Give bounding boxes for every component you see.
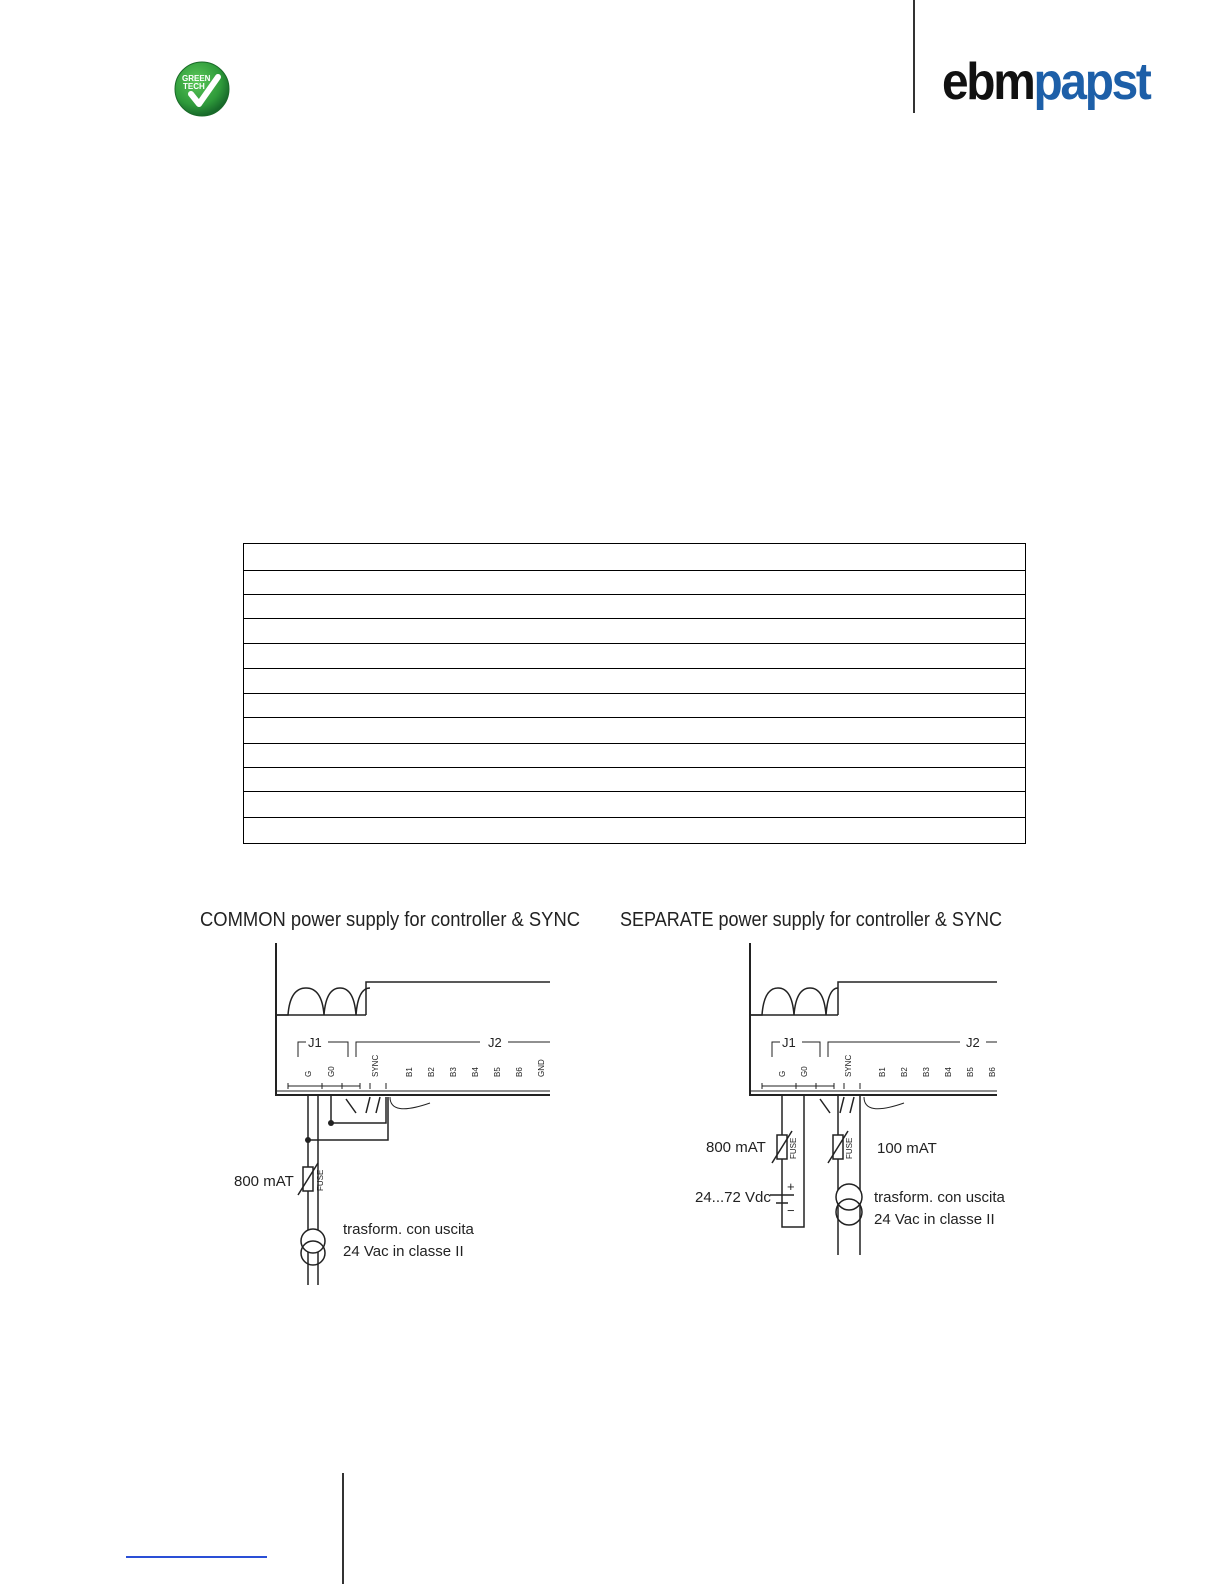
fuse-label: FUSE [845, 1137, 854, 1159]
spec-table [243, 543, 1026, 844]
table-row [244, 718, 1026, 744]
fuse-rating: 800 mAT [234, 1173, 294, 1190]
terminal-label: SYNC [844, 1054, 853, 1077]
brand-part1: ebm [942, 53, 1034, 111]
terminal-label: G [778, 1070, 787, 1077]
terminal-label: B2 [427, 1067, 436, 1077]
brand-part2: papst [1033, 53, 1150, 111]
fuse-label: FUSE [316, 1169, 325, 1191]
table-cell [244, 792, 1026, 818]
terminal-label: B1 [405, 1067, 414, 1077]
terminal-label: B3 [449, 1067, 458, 1077]
diagram-separate-title: SEPARATE power supply for controller & SYNC [620, 909, 1002, 931]
transformer-line2: 24 Vac in classe II [343, 1243, 464, 1260]
footer-divider [342, 1473, 344, 1584]
table-cell [244, 644, 1026, 669]
dc-plus: + [787, 1179, 795, 1194]
table-cell [244, 619, 1026, 644]
wiring-diagrams [190, 895, 1020, 1295]
terminal-label: B6 [515, 1067, 524, 1077]
terminal-label: G0 [800, 1066, 809, 1077]
fuse-label: FUSE [789, 1137, 798, 1159]
table-cell [244, 571, 1026, 595]
j1-label: J1 [308, 1035, 322, 1050]
j2-label: J2 [966, 1035, 980, 1050]
green-tech-badge [174, 61, 230, 117]
j1-label: J1 [782, 1035, 796, 1050]
fuse1-rating: 800 mAT [706, 1139, 766, 1156]
terminal-label: GND [537, 1059, 546, 1077]
badge-line2: TECH [183, 82, 205, 91]
terminal-label: B4 [944, 1067, 953, 1077]
table-row [244, 571, 1026, 595]
header-divider [913, 0, 915, 113]
table-row [244, 818, 1026, 844]
table-row [244, 644, 1026, 669]
terminal-label: B1 [878, 1067, 887, 1077]
table-cell [244, 744, 1026, 768]
table-row [244, 768, 1026, 792]
table-cell [244, 768, 1026, 792]
terminal-label: B2 [900, 1067, 909, 1077]
table-cell [244, 669, 1026, 694]
table-row [244, 744, 1026, 768]
table-cell [244, 595, 1026, 619]
transformer-line2: 24 Vac in classe II [874, 1211, 995, 1228]
terminal-label: B6 [988, 1067, 997, 1077]
table-cell [244, 694, 1026, 718]
table-row [244, 669, 1026, 694]
table-row [244, 792, 1026, 818]
fuse2-rating: 100 mAT [877, 1140, 937, 1157]
table-row [244, 544, 1026, 571]
table-cell [244, 544, 1026, 571]
terminal-label: B5 [966, 1067, 975, 1077]
terminal-label: B4 [471, 1067, 480, 1077]
table-row [244, 595, 1026, 619]
table-cell [244, 818, 1026, 844]
table-row [244, 619, 1026, 644]
terminal-label: SYNC [371, 1054, 380, 1077]
terminal-label: G0 [327, 1066, 336, 1077]
terminal-label: B3 [922, 1067, 931, 1077]
j2-label: J2 [488, 1035, 502, 1050]
dc-label: 24...72 Vdc [695, 1189, 771, 1206]
dc-minus: − [787, 1203, 795, 1218]
table-cell [244, 718, 1026, 744]
terminal-label: G [304, 1070, 313, 1077]
badge-line1: GREEN [182, 74, 211, 83]
diagram-common [200, 909, 580, 1285]
table-row [244, 694, 1026, 718]
footer-link-underline[interactable] [126, 1556, 267, 1558]
diagram-separate [620, 909, 1006, 1255]
transformer-line1: trasform. con uscita [874, 1189, 1005, 1206]
diagram-common-title: COMMON power supply for controller & SYNC [200, 909, 580, 931]
brand-logo [942, 52, 1150, 112]
transformer-line1: trasform. con uscita [343, 1221, 474, 1238]
terminal-label: B5 [493, 1067, 502, 1077]
